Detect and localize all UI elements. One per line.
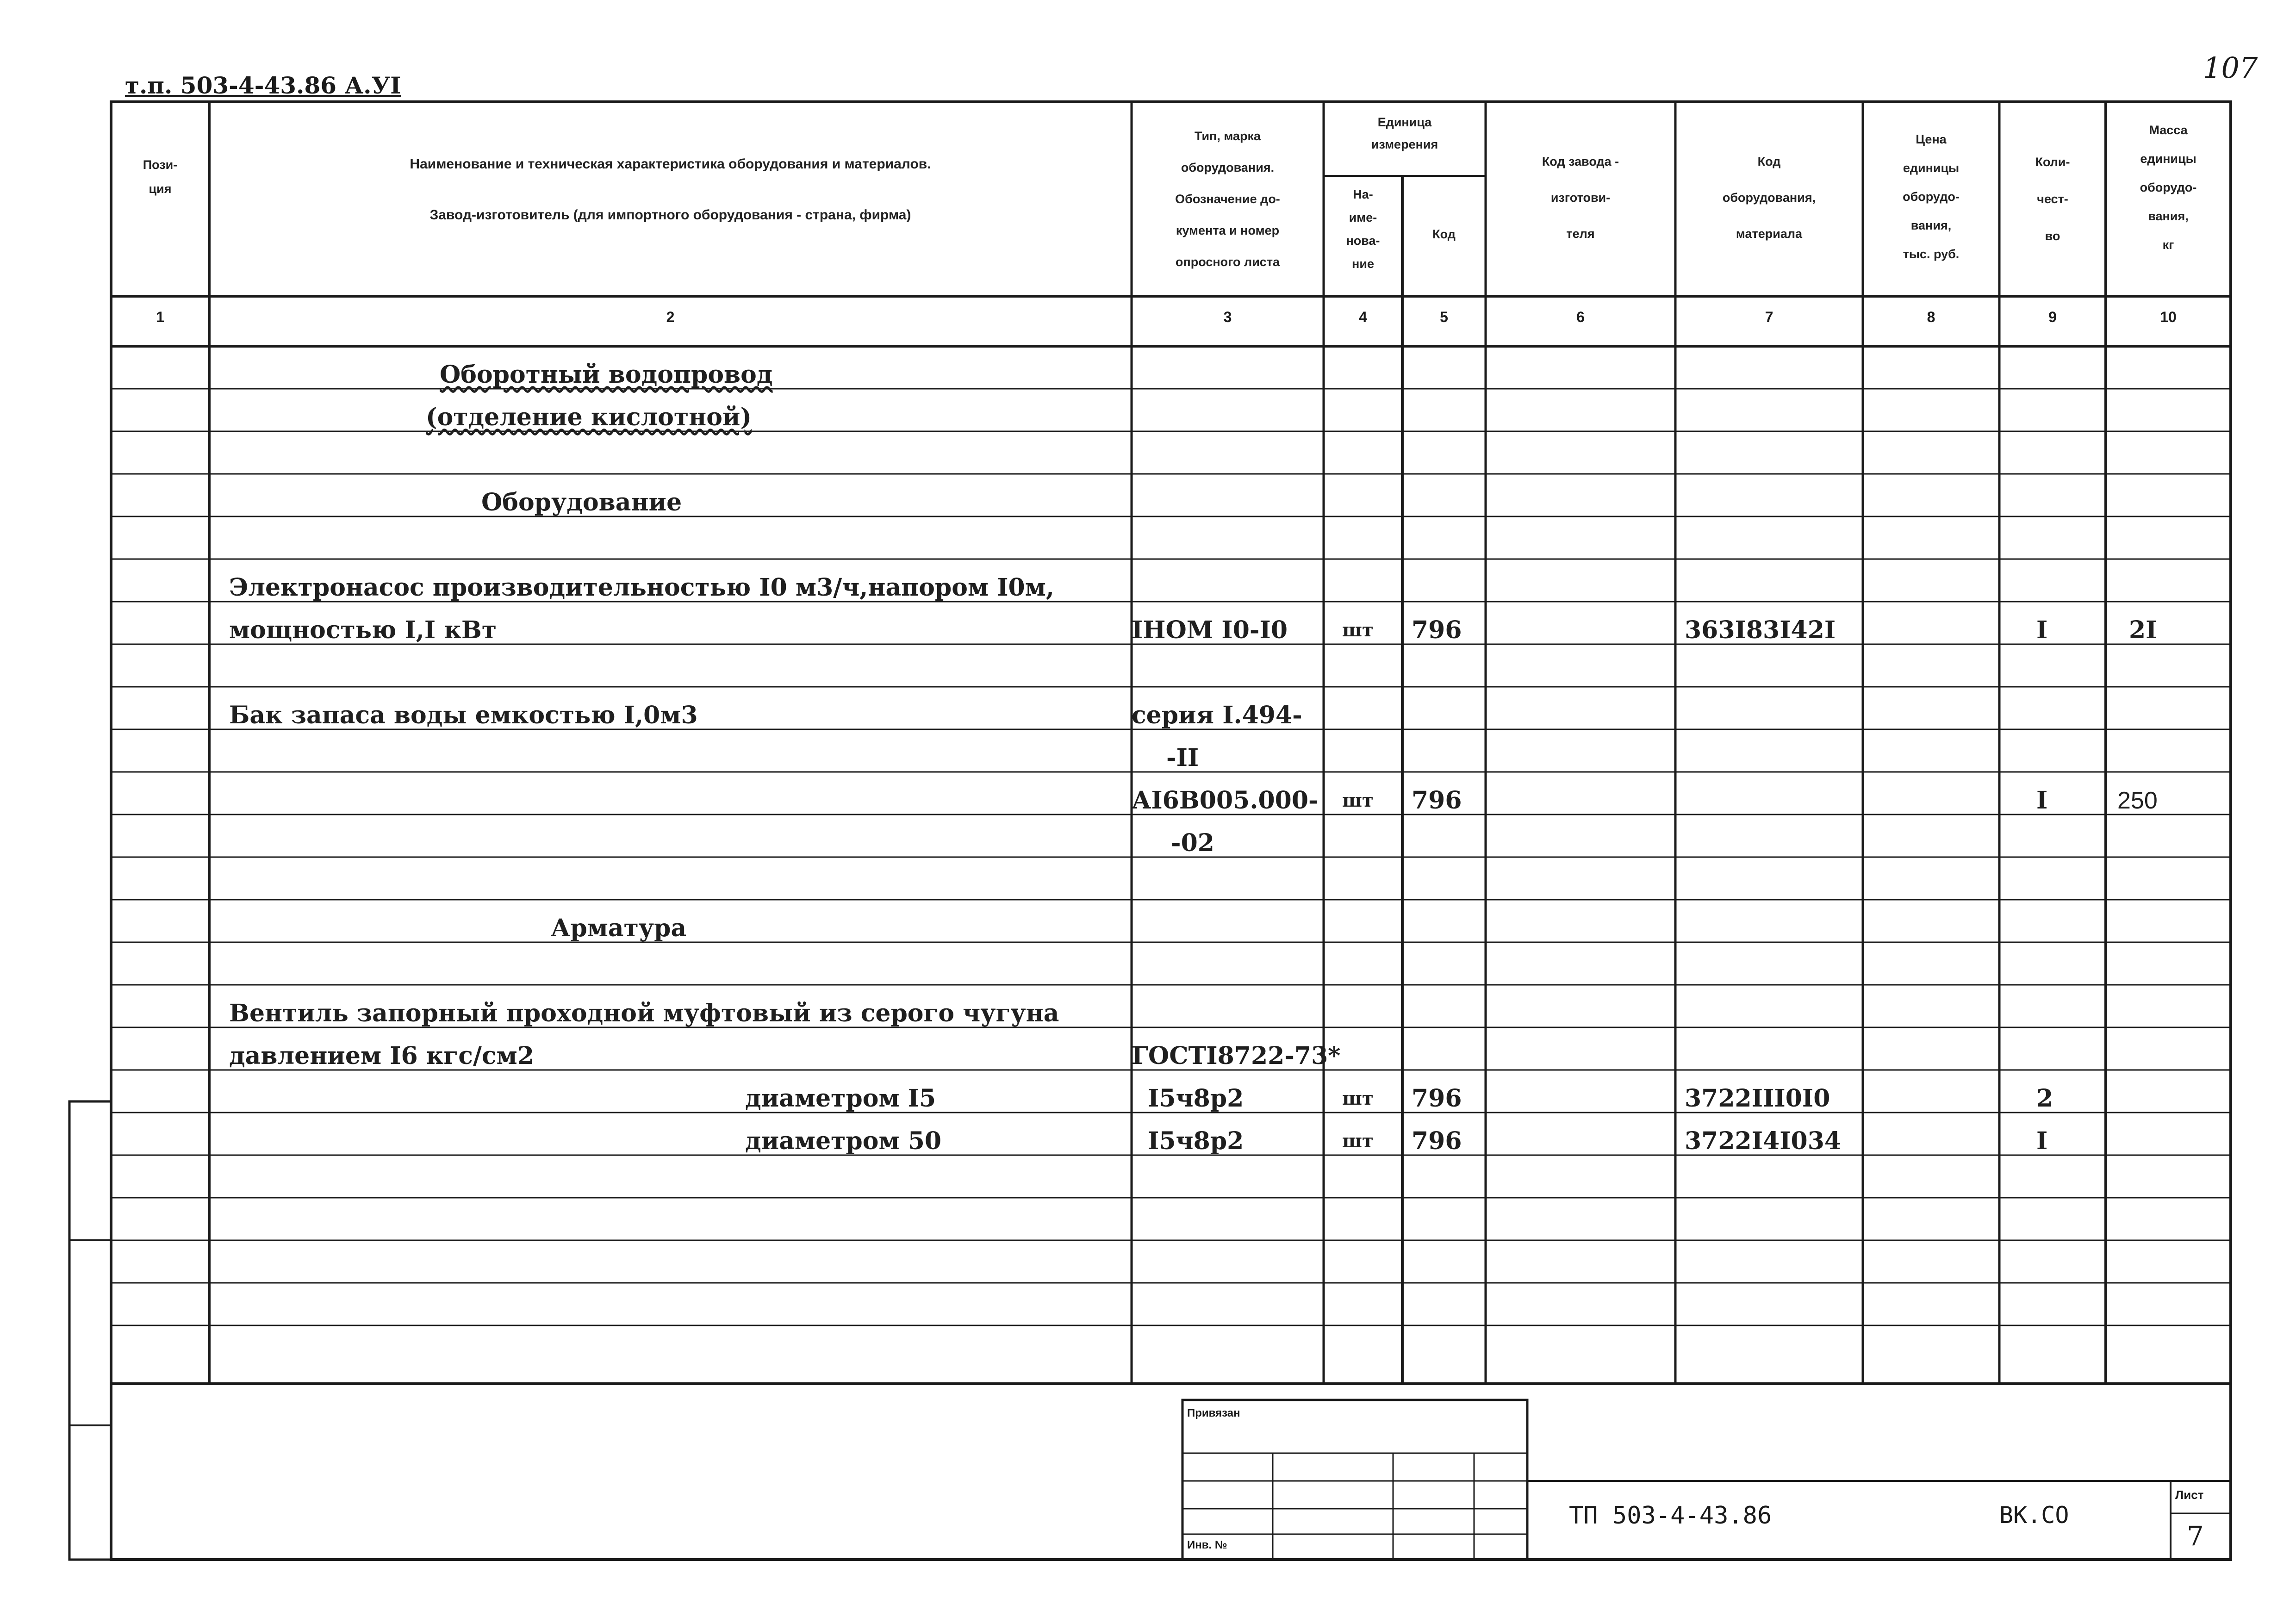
valve-15-diameter: диаметром I5 — [745, 1084, 936, 1113]
col-num-4: 4 — [1359, 309, 1367, 325]
valve-50-type: I5ч8р2 — [1148, 1127, 1244, 1155]
valve-50-unit-code: 796 — [1412, 1127, 1462, 1155]
tank-unit: шт — [1342, 790, 1374, 811]
header-mass: Масса единицы оборудо- вания, кг — [2140, 123, 2197, 252]
page-number: 107 — [2203, 51, 2258, 85]
valve-15-unit: шт — [1342, 1088, 1374, 1109]
header-type: Тип, марка оборудования. Обозначение до- кумента и номер опросного листа — [1175, 129, 1280, 269]
section-fittings: Арматура — [551, 914, 687, 942]
header-unit-group: Единица измерения — [1371, 115, 1438, 151]
title-block-doc-code: ТП 503-4-43.86 — [1569, 1502, 1772, 1530]
tank-mass: 250 — [2117, 787, 2158, 814]
pump-equipment-code: 363I83I42I — [1685, 616, 1836, 644]
col-num-3: 3 — [1223, 309, 1232, 325]
col-num-5: 5 — [1440, 309, 1448, 325]
header-name: Наименование и техническая характеристика оборудования и материалов. Завод-изготовитель (для импортного оборудования - страна, фирма) — [410, 156, 931, 223]
header-quantity: Коли- чест- во — [2035, 155, 2070, 243]
tank-series: серия I.494- — [1132, 701, 1302, 729]
title-block-sheet-label: Лист — [2175, 1488, 2204, 1502]
document-code-top: т.п. 503-4-43.86 А.УI — [125, 72, 401, 99]
col-num-8: 8 — [1927, 309, 1935, 325]
pump-description: Электронасос производительностью I0 м3/ч,напором I0м, — [229, 573, 1055, 602]
pump-type: IНОМ I0-I0 — [1132, 616, 1288, 644]
col-num-6: 6 — [1576, 309, 1585, 325]
title-block-sheet-code: ВК.СО — [1999, 1502, 2069, 1529]
pump-quantity: I — [2036, 616, 2048, 644]
header-price: Цена единицы оборудо- вания, тыс. руб. — [1903, 132, 1960, 261]
header-position: Пози- ция — [143, 158, 178, 196]
section-equipment: Оборудование — [481, 488, 682, 516]
tank-description: Бак запаса воды емкостью I,0м3 — [229, 701, 698, 729]
tank-doc-code: АI6В005.000- — [1132, 786, 1319, 815]
valve-pressure: давлением I6 кгс/см2 — [229, 1042, 534, 1070]
valve-50-unit: шт — [1342, 1130, 1374, 1152]
tank-quantity: I — [2036, 786, 2048, 815]
header-factory-code: Код завода - изготови- теля — [1542, 155, 1619, 241]
valve-standard: ГОСТI8722-73* — [1132, 1042, 1341, 1070]
valve-15-unit-code: 796 — [1412, 1084, 1462, 1113]
valve-15-equipment-code: 3722III0I0 — [1685, 1084, 1830, 1113]
valve-50-diameter: диаметром 50 — [745, 1127, 942, 1155]
title-block-bound: Привязан — [1187, 1407, 1240, 1419]
valve-15-quantity: 2 — [2036, 1084, 2053, 1113]
header-equipment-code: Код оборудования, материала — [1722, 155, 1816, 241]
col-num-2: 2 — [666, 309, 675, 325]
tank-series-cont: -II — [1166, 744, 1199, 772]
title-block-sheet-number: 7 — [2187, 1520, 2204, 1552]
header-unit-code: Код — [1432, 227, 1456, 241]
tank-unit-code: 796 — [1412, 786, 1462, 815]
section-title-water: Оборотный водопровод — [440, 361, 773, 389]
valve-50-quantity: I — [2036, 1127, 2048, 1155]
pump-mass: 2I — [2129, 616, 2157, 644]
section-subtitle-acid: (отделение кислотной) — [426, 403, 752, 431]
header-unit-name: На- име- нова- ние — [1346, 187, 1380, 271]
col-num-10: 10 — [2160, 309, 2177, 325]
col-num-1: 1 — [156, 309, 164, 325]
col-num-9: 9 — [2048, 309, 2057, 325]
pump-unit: шт — [1342, 619, 1374, 641]
title-block-inventory: Инв. № — [1187, 1539, 1227, 1551]
valve-50-equipment-code: 3722I4I034 — [1685, 1127, 1842, 1155]
tank-doc-code-cont: -02 — [1171, 829, 1214, 857]
valve-description: Вентиль запорный проходной муфтовый из серого чугуна — [229, 999, 1059, 1027]
pump-unit-code: 796 — [1412, 616, 1462, 644]
pump-power: мощностью I,I кВт — [229, 616, 497, 644]
col-num-7: 7 — [1765, 309, 1773, 325]
valve-15-type: I5ч8р2 — [1148, 1084, 1244, 1113]
